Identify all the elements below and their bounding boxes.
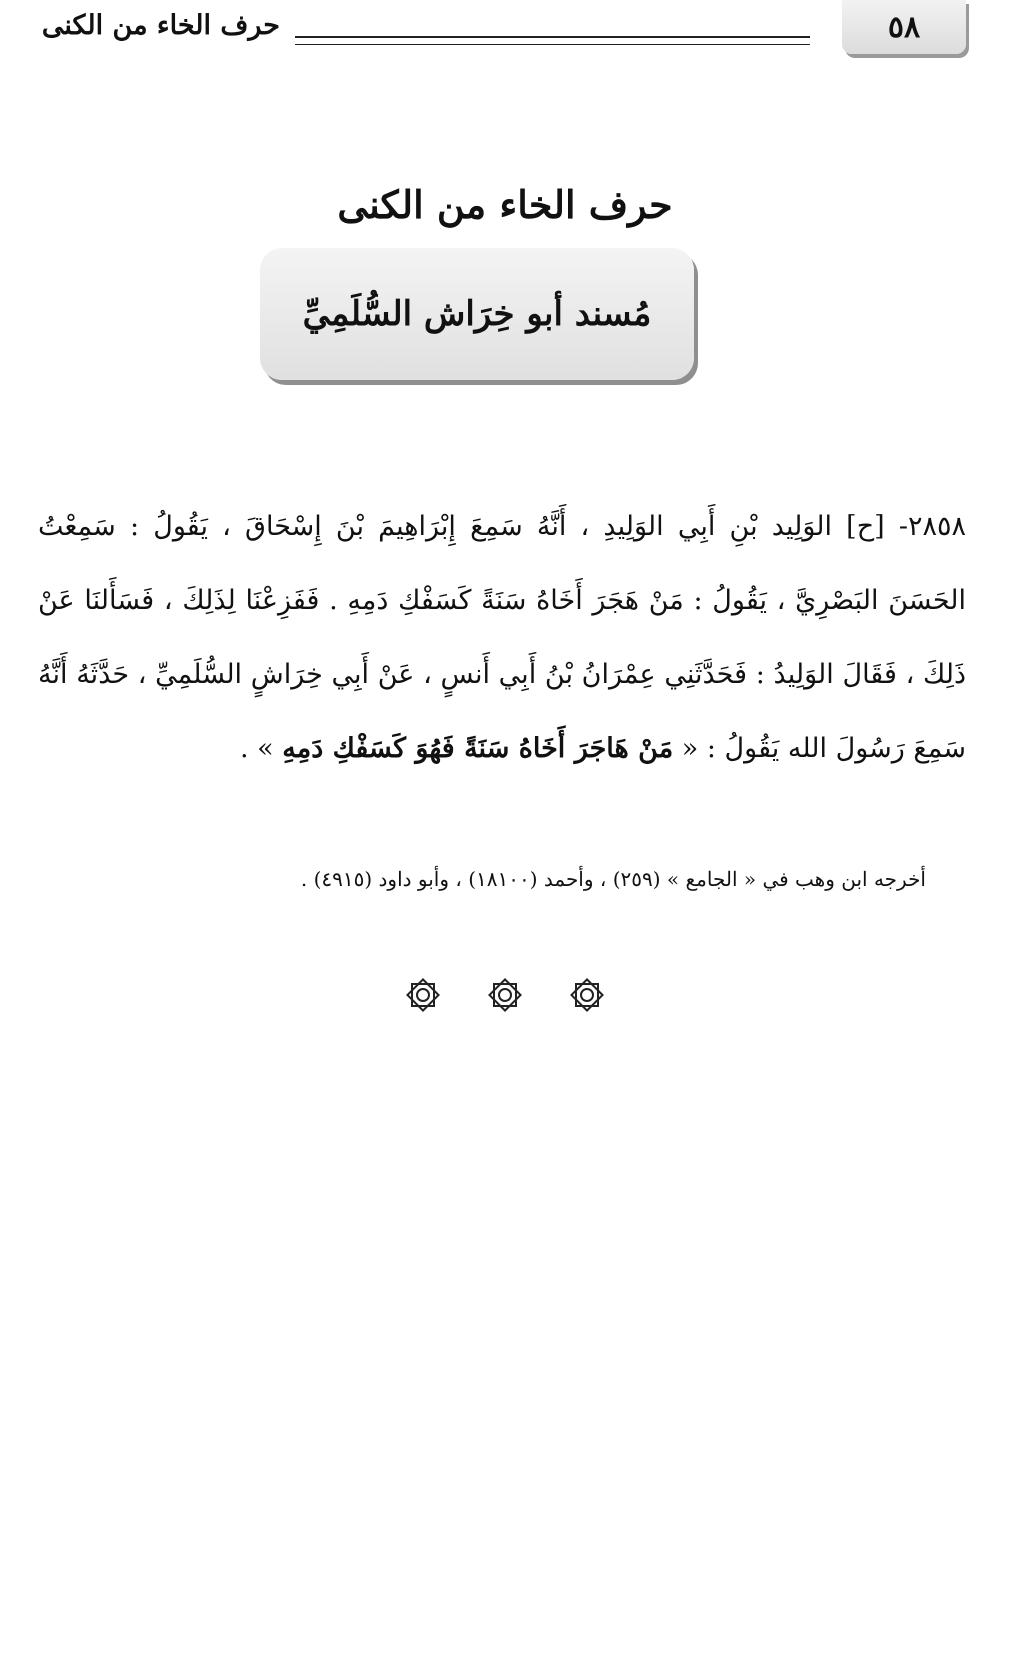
hadith-isnad: [ح] الوَلِيد بْنِ أَبِي الوَلِيدِ ، أَنَّهُ سَمِعَ إِبْرَاهِيمَ بْنَ إِسْحَاقَ ، يَقُولُ : سَمِعْتُ الحَسَنَ البَصْرِيَّ ، يَقُولُ : مَنْ هَجَرَ أَخَاهُ سَنَةً كَسَفْكِ دَمِهِ . فَفَزِعْنَا لِذَلِكَ ، فَسَأَلنَا عَنْ ذَلِكَ ، فَقَالَ الوَلِيدُ : فَحَدَّثَنِي عِمْرَانُ بْنُ أَبِي أَنسٍ ، عَنْ أَبِي خِرَاشٍ السُّلَمِيِّ ، حَدَّثَهُ أَنَّهُ سَمِعَ رَسُولَ الله يَقُولُ : « [38,511,966,764]
eight-point-star-icon [567,975,607,1015]
hadith-ending: » . [239,733,283,764]
hadith-matn: مَنْ هَاجَرَ أَخَاهُ سَنَةً فَهُوَ كَسَفْكِ دَمِهِ [282,733,674,764]
hadith-text [38,490,966,786]
page-number [842,0,966,54]
eight-point-star-icon [403,975,443,1015]
eight-point-star-icon [485,975,525,1015]
header-rule-thin [295,44,810,45]
takhrij-note: أخرجه ابن وهب في « الجامع » (٢٥٩) ، وأحمد (١٨١٠٠) ، وأبو داود (٤٩١٥) . [300,867,926,891]
hadith-number: ٢٨٥٨- [884,511,966,542]
musnad-title-box [260,248,694,380]
running-title: حرف الخاء من الكنى [41,10,280,41]
section-divider-ornaments [0,975,1010,1015]
page-number-text: ٥٨ [887,9,921,45]
header-rule [295,36,810,38]
musnad-title: مُسند أبو خِرَاش السُّلَمِيِّ [302,294,652,334]
section-heading: حرف الخاء من الكنى [337,182,673,227]
